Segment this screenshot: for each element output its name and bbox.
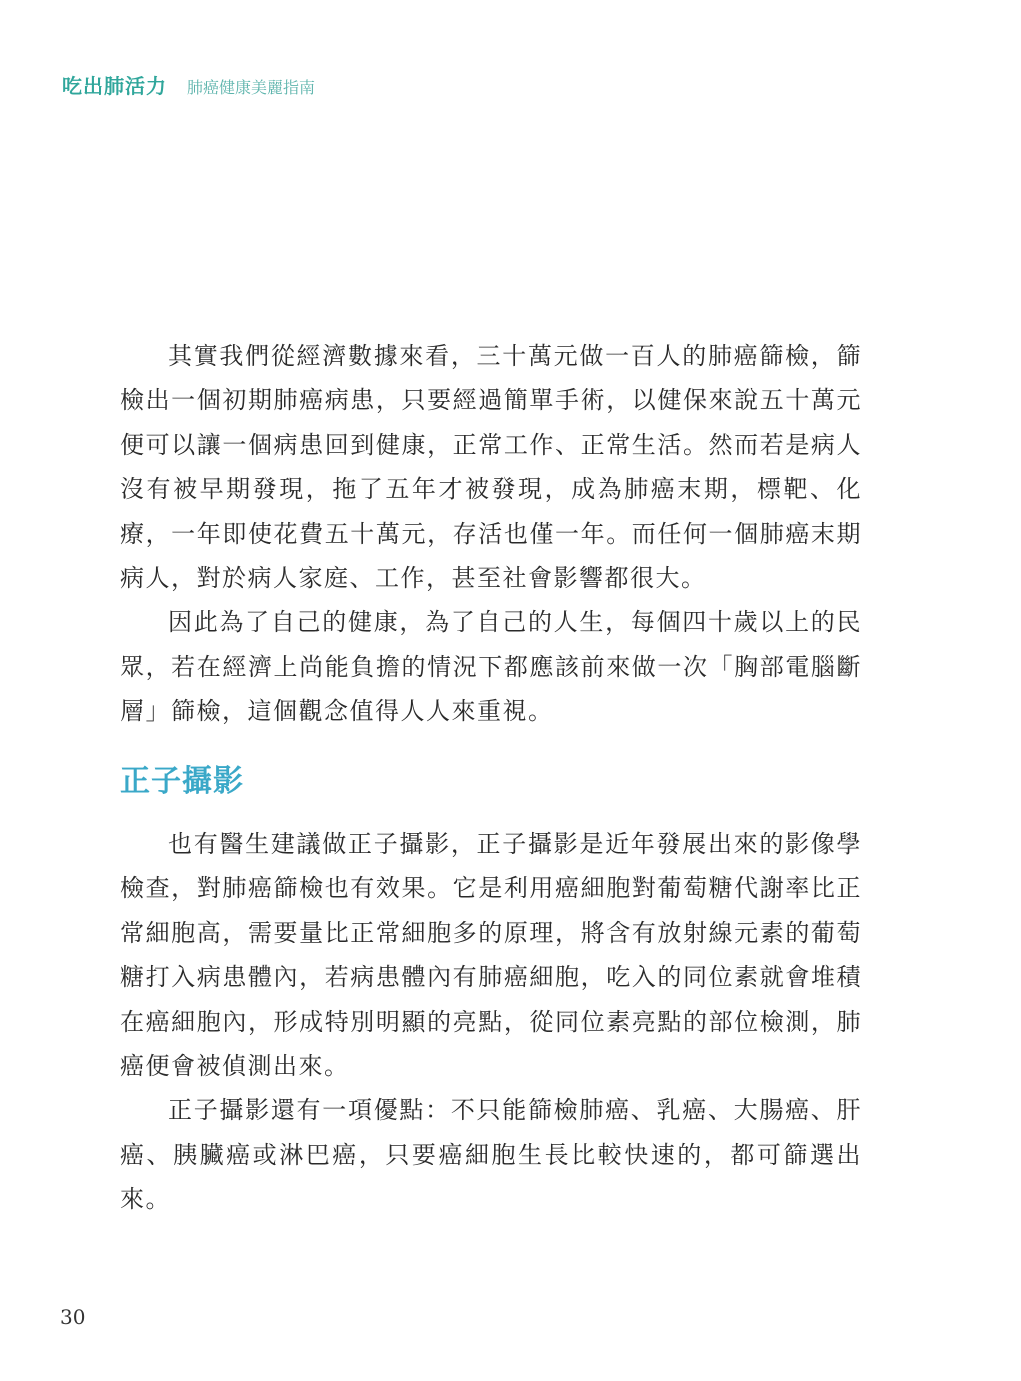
paragraph: 其實我們從經濟數據來看，三十萬元做一百人的肺癌篩檢，篩檢出一個初期肺癌病患，只要經過簡單手術，以健保來說五十萬元便可以讓一個病患回到健康，正常工作、正常生活。然而若是病人沒有被早期發現，拖了五年才被發現，成為肺癌末期，標靶、化療，一年即使花費五十萬元，存活也僅一年。而任何一個肺癌末期病人，對於病人家庭、工作，甚至社會影響都很大。 (120, 342, 862, 593)
paragraph: 因此為了自己的健康，為了自己的人生，每個四十歲以上的民眾，若在經濟上尚能負擔的情況下都應該前來做一次「胸部電腦斷層」篩檢，這個觀念值得人人來重視。 (120, 608, 862, 726)
book-title: 吃出肺活力 (62, 74, 167, 98)
body-section-pet (120, 822, 862, 1222)
book-subtitle: 肺癌健康美麗指南 (187, 78, 316, 97)
section-heading: 正子攝影 (120, 764, 244, 799)
paragraph: 正子攝影還有一項優點：不只能篩檢肺癌、乳癌、大腸癌、肝癌、胰臟癌或淋巴癌，只要癌細胞生長比較快速的，都可篩選出來。 (120, 1096, 862, 1214)
page-number: 30 (60, 1305, 86, 1329)
body-section-cost (120, 334, 862, 734)
paragraph: 也有醫生建議做正子攝影，正子攝影是近年發展出來的影像學檢查，對肺癌篩檢也有效果。它是利用癌細胞對葡萄糖代謝率比正常細胞高，需要量比正常細胞多的原理，將含有放射線元素的葡萄糖打入病患體內，若病患體內有肺癌細胞，吃入的同位素就會堆積在癌細胞內，形成特別明顯的亮點，從同位素亮點的部位檢測，肺癌便會被偵測出來。 (120, 830, 862, 1081)
running-header (62, 70, 315, 100)
